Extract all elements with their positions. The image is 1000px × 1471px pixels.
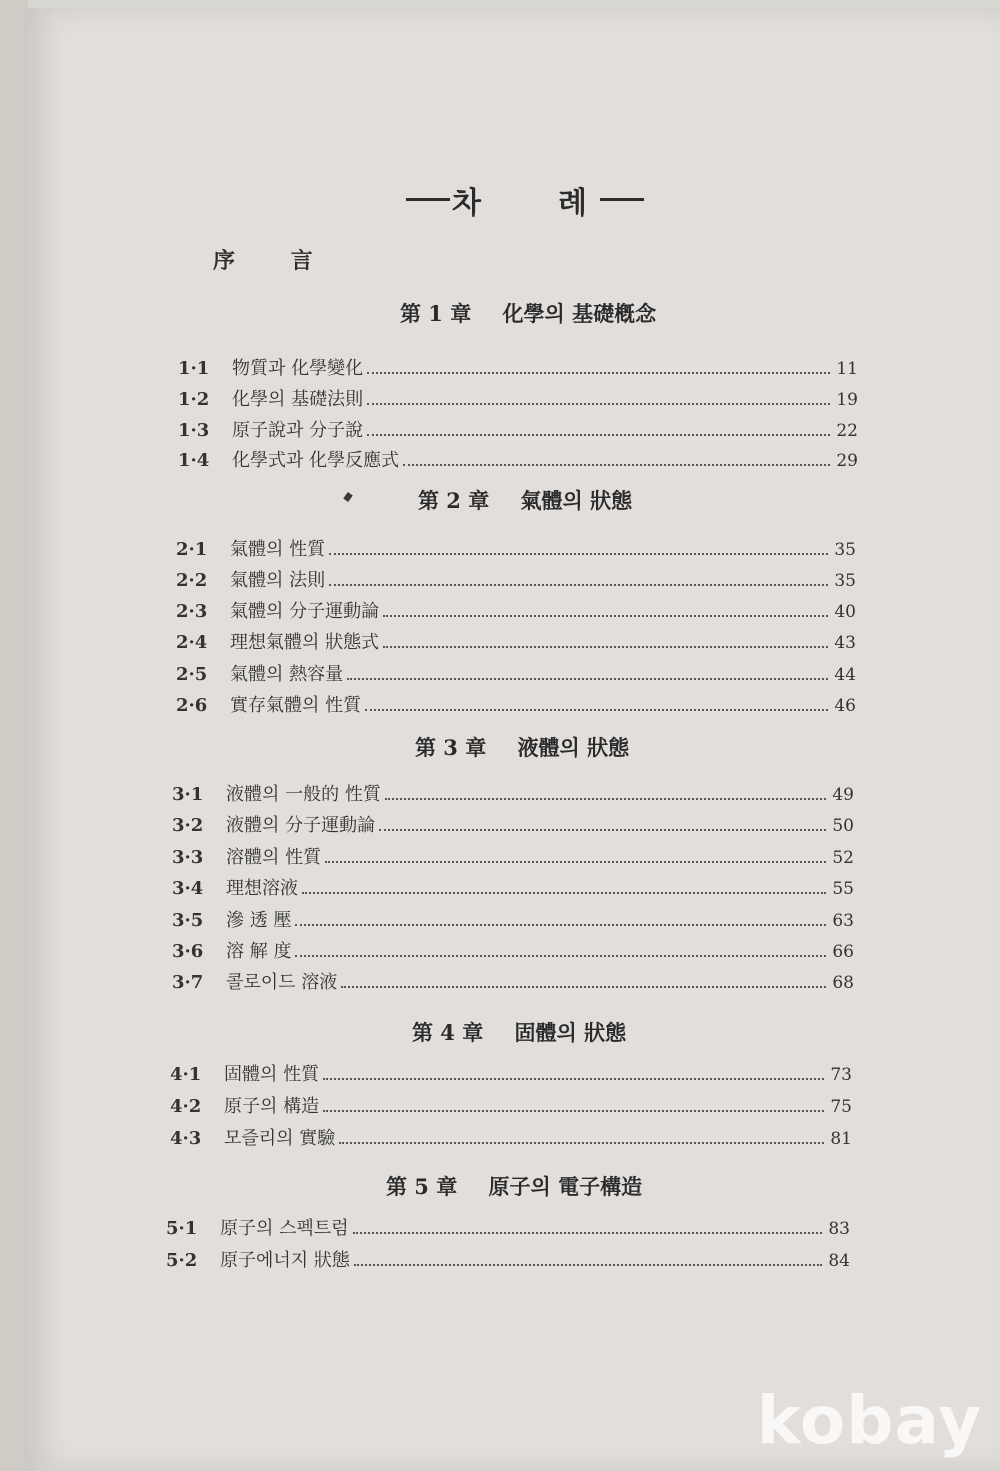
toc-entry — [172, 780, 854, 808]
toc-entry — [178, 354, 858, 382]
entry-label: 實存氣體의 性質 — [230, 695, 362, 716]
toc-entry — [176, 597, 856, 625]
toc-entry — [178, 416, 858, 444]
preface-entry: 序 言 — [213, 248, 337, 274]
kobay-watermark: kobay — [756, 1382, 982, 1459]
toc-title-right: 례 — [558, 186, 587, 221]
chapter-title: 液體의 狀態 — [517, 735, 630, 760]
entry-label: 化學의 基礎法則 — [232, 389, 364, 410]
entry-number: 3·1 — [172, 784, 204, 805]
dot-leader — [329, 583, 828, 586]
toc-entry — [176, 535, 856, 563]
chapter-title: 化學의 基礎槪念 — [502, 301, 657, 326]
entry-label: 液體의 分子運動論 — [226, 815, 376, 836]
toc-entry — [172, 874, 854, 902]
dot-leader — [295, 923, 826, 926]
chapter-title: 固體의 狀態 — [514, 1020, 627, 1045]
dot-leader — [383, 645, 828, 648]
entry-page: 63 — [832, 911, 854, 931]
entry-label: 原子의 스펙트럼 — [220, 1218, 349, 1239]
entry-number: 2·6 — [176, 695, 208, 716]
entry-label: 氣體의 性質 — [230, 539, 326, 560]
toc-entry — [172, 968, 854, 996]
entry-number: 2·3 — [176, 601, 208, 622]
toc-entry — [170, 1124, 852, 1152]
entry-page: 55 — [832, 879, 854, 899]
toc-entry — [176, 660, 856, 688]
entry-number: 4·3 — [170, 1128, 202, 1149]
toc-entry — [172, 843, 854, 871]
entry-number: 2·2 — [176, 570, 208, 591]
dot-leader — [365, 708, 828, 711]
chapter-heading-3 — [415, 732, 629, 762]
toc-title — [400, 178, 650, 222]
entry-number: 4·2 — [170, 1096, 202, 1117]
chapter-heading-4 — [412, 1017, 626, 1047]
entry-page: 83 — [828, 1219, 850, 1239]
entry-page: 35 — [834, 540, 856, 560]
dot-leader — [367, 402, 830, 405]
entry-number: 3·4 — [172, 878, 204, 899]
entry-page: 52 — [832, 848, 854, 868]
entry-label: 液體의 一般的 性質 — [226, 784, 381, 805]
entry-page: 68 — [832, 973, 854, 993]
entry-number: 3·2 — [172, 815, 204, 836]
chapter-heading-2 — [418, 485, 632, 515]
entry-page: 40 — [834, 602, 856, 622]
entry-page: 81 — [830, 1129, 852, 1149]
entry-page: 73 — [830, 1065, 852, 1085]
entry-page: 84 — [828, 1251, 850, 1271]
dot-leader — [339, 1141, 824, 1144]
dot-leader — [329, 552, 828, 555]
entry-number: 1·1 — [178, 358, 210, 379]
entry-number: 2·1 — [176, 539, 208, 560]
toc-entry — [170, 1092, 852, 1120]
chapter-number: 第 5 章 — [386, 1174, 458, 1199]
entry-label: 모즐리의 實驗 — [224, 1128, 336, 1149]
entry-number: 3·3 — [172, 847, 204, 868]
entry-number: 3·7 — [172, 972, 204, 993]
entry-number: 2·5 — [176, 664, 208, 685]
entry-number: 4·1 — [170, 1064, 202, 1085]
toc-entry — [170, 1060, 852, 1088]
entry-label: 콜로이드 溶液 — [226, 972, 338, 993]
entry-label: 溶 解 度 — [226, 941, 292, 962]
dot-leader — [347, 677, 828, 680]
dot-leader — [367, 371, 830, 374]
chapter-number: 第 1 章 — [400, 301, 472, 326]
entry-page: 11 — [836, 359, 858, 379]
dot-leader — [403, 463, 830, 466]
entry-number: 2·4 — [176, 632, 208, 653]
dot-leader — [323, 1077, 824, 1080]
chapter-heading-5 — [386, 1171, 642, 1201]
entry-label: 氣體의 熱容量 — [230, 664, 344, 685]
title-ornament-left — [406, 198, 450, 201]
chapter-title: 原子의 電子構造 — [488, 1174, 643, 1199]
entry-label: 理想溶液 — [226, 878, 298, 899]
entry-label: 原子에너지 狀態 — [220, 1250, 350, 1271]
entry-page: 49 — [832, 785, 854, 805]
dot-leader — [383, 614, 828, 617]
entry-label: 理想氣體의 狀態式 — [230, 632, 380, 653]
dot-leader — [325, 860, 826, 863]
entry-page: 46 — [834, 696, 856, 716]
entry-page: 66 — [832, 942, 854, 962]
entry-label: 滲 透 壓 — [226, 910, 292, 931]
entry-page: 35 — [834, 571, 856, 591]
entry-page: 29 — [836, 451, 858, 471]
title-ornament-right — [600, 198, 644, 201]
toc-entry — [178, 385, 858, 413]
entry-page: 22 — [836, 421, 858, 441]
dot-leader — [379, 828, 826, 831]
entry-number: 1·4 — [178, 450, 210, 471]
chapter-heading-1 — [400, 298, 656, 328]
chapter-number: 第 2 章 — [418, 488, 490, 513]
entry-label: 化學式과 化學反應式 — [232, 450, 400, 471]
toc-entry — [176, 691, 856, 719]
toc-entry — [172, 906, 854, 934]
entry-label: 原子說과 分子說 — [232, 420, 364, 441]
entry-page: 50 — [832, 816, 854, 836]
dot-leader — [302, 891, 826, 894]
entry-label: 溶體의 性質 — [226, 847, 322, 868]
entry-label: 原子의 構造 — [224, 1096, 320, 1117]
toc-entry — [178, 446, 858, 474]
entry-label: 物質과 化學變化 — [232, 358, 364, 379]
toc-entry — [176, 566, 856, 594]
entry-number: 5·1 — [166, 1218, 198, 1239]
dot-leader — [323, 1109, 824, 1112]
entry-number: 3·5 — [172, 910, 204, 931]
entry-label: 氣體의 法則 — [230, 570, 326, 591]
chapter-number: 第 4 章 — [412, 1020, 484, 1045]
entry-page: 43 — [834, 633, 856, 653]
entry-number: 1·3 — [178, 420, 210, 441]
entry-page: 75 — [830, 1097, 852, 1117]
entry-number: 3·6 — [172, 941, 204, 962]
dot-leader — [367, 433, 830, 436]
dot-leader — [353, 1231, 823, 1234]
toc-entry — [172, 811, 854, 839]
entry-page: 44 — [834, 665, 856, 685]
toc-entry — [172, 937, 854, 965]
entry-label: 氣體의 分子運動論 — [230, 601, 380, 622]
entry-label: 固體의 性質 — [224, 1064, 320, 1085]
entry-number: 5·2 — [166, 1250, 198, 1271]
entry-number: 1·2 — [178, 389, 210, 410]
entry-page: 19 — [836, 390, 858, 410]
toc-entry — [176, 628, 856, 656]
toc-entry — [166, 1214, 850, 1242]
toc-title-left: 차 — [452, 186, 481, 221]
chapter-title: 氣體의 狀態 — [520, 488, 633, 513]
dot-leader — [295, 954, 826, 957]
toc-entry — [166, 1246, 850, 1274]
dot-leader — [354, 1263, 822, 1266]
dot-leader — [341, 985, 826, 988]
chapter-number: 第 3 章 — [415, 735, 487, 760]
dot-leader — [385, 797, 827, 800]
